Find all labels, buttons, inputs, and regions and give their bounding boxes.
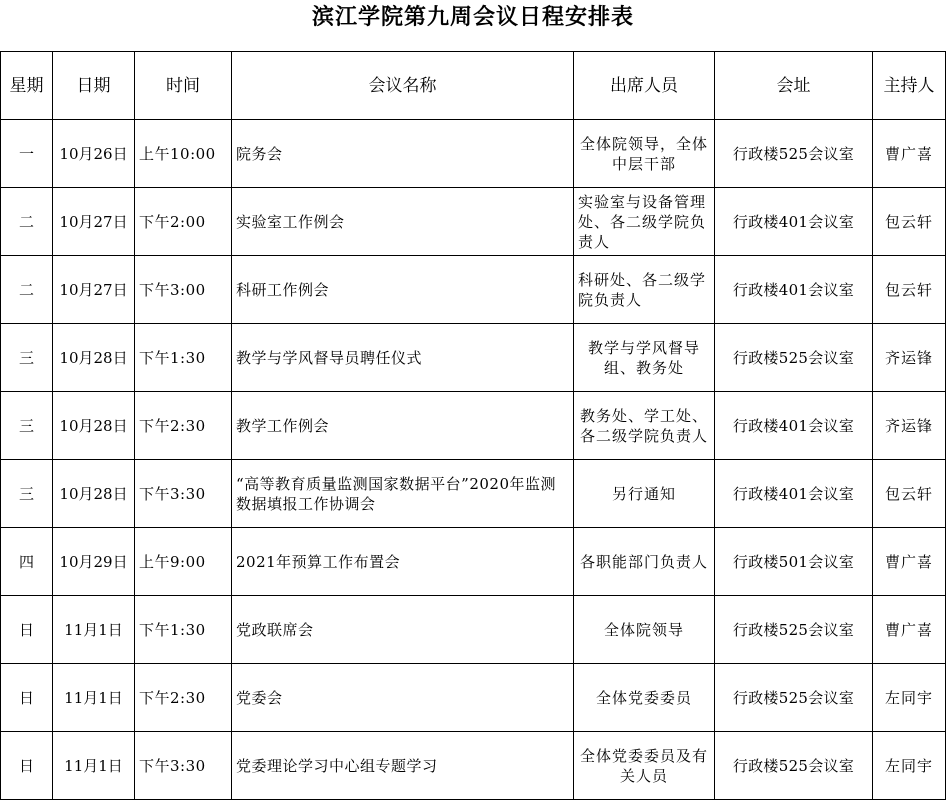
cell-date: 10月29日 [53,528,135,596]
table-row [1,664,946,732]
cell-host: 曹广喜 [873,120,946,188]
cell-host: 包云轩 [873,256,946,324]
cell-venue: 行政楼401会议室 [715,256,873,324]
cell-venue: 行政楼501会议室 [715,528,873,596]
cell-meeting: 2021年预算工作布置会 [232,528,574,596]
cell-weekday: 日 [1,732,53,800]
header-weekday: 星期 [1,52,53,120]
cell-date: 10月26日 [53,120,135,188]
table-row [1,324,946,392]
cell-venue: 行政楼525会议室 [715,324,873,392]
cell-time: 下午3:30 [135,460,232,528]
cell-meeting: 党政联席会 [232,596,574,664]
header-attendees: 出席人员 [574,52,715,120]
cell-host: 包云轩 [873,188,946,256]
cell-meeting: 院务会 [232,120,574,188]
cell-host: 曹广喜 [873,596,946,664]
cell-date: 11月1日 [53,732,135,800]
cell-meeting: 科研工作例会 [232,256,574,324]
cell-meeting: 实验室工作例会 [232,188,574,256]
cell-attendees: 各职能部门负责人 [574,528,715,596]
cell-meeting: 教学工作例会 [232,392,574,460]
cell-venue: 行政楼401会议室 [715,460,873,528]
schedule-table [0,51,946,800]
cell-weekday: 三 [1,460,53,528]
cell-date: 10月27日 [53,256,135,324]
cell-host: 齐运锋 [873,392,946,460]
cell-venue: 行政楼525会议室 [715,664,873,732]
cell-time: 下午2:30 [135,392,232,460]
cell-attendees: 全体院领导，全体中层干部 [574,120,715,188]
cell-time: 上午9:00 [135,528,232,596]
cell-time: 下午3:30 [135,732,232,800]
cell-venue: 行政楼525会议室 [715,120,873,188]
cell-date: 10月27日 [53,188,135,256]
cell-weekday: 二 [1,188,53,256]
header-host: 主持人 [873,52,946,120]
cell-weekday: 日 [1,664,53,732]
cell-weekday: 三 [1,392,53,460]
cell-host: 左同宇 [873,664,946,732]
cell-time: 下午2:00 [135,188,232,256]
header-time: 时间 [135,52,232,120]
cell-attendees: 教学与学风督导组、教务处 [574,324,715,392]
table-row [1,188,946,256]
page-title: 滨江学院第九周会议日程安排表 [311,4,634,30]
cell-attendees: 全体党委委员及有关人员 [574,732,715,800]
table-row [1,256,946,324]
cell-attendees: 教务处、学工处、各二级学院负责人 [574,392,715,460]
table-row [1,732,946,800]
cell-host: 齐运锋 [873,324,946,392]
cell-time: 下午2:30 [135,664,232,732]
cell-attendees: 全体院领导 [574,596,715,664]
cell-weekday: 二 [1,256,53,324]
cell-host: 曹广喜 [873,528,946,596]
cell-date: 10月28日 [53,324,135,392]
cell-venue: 行政楼401会议室 [715,392,873,460]
header-date: 日期 [53,52,135,120]
cell-host: 左同宇 [873,732,946,800]
table-row [1,460,946,528]
cell-time: 上午10:00 [135,120,232,188]
cell-time: 下午3:00 [135,256,232,324]
cell-weekday: 三 [1,324,53,392]
cell-meeting: 党委会 [232,664,574,732]
header-meeting: 会议名称 [232,52,574,120]
table-row [1,596,946,664]
cell-meeting: 党委理论学习中心组专题学习 [232,732,574,800]
cell-venue: 行政楼525会议室 [715,596,873,664]
cell-venue: 行政楼525会议室 [715,732,873,800]
cell-attendees: 科研处、各二级学院负责人 [574,256,715,324]
cell-venue: 行政楼401会议室 [715,188,873,256]
cell-weekday: 日 [1,596,53,664]
cell-meeting: 教学与学风督导员聘任仪式 [232,324,574,392]
table-row [1,120,946,188]
cell-weekday: 四 [1,528,53,596]
cell-attendees: 全体党委委员 [574,664,715,732]
cell-attendees: 另行通知 [574,460,715,528]
cell-date: 11月1日 [53,596,135,664]
header-venue: 会址 [715,52,873,120]
cell-time: 下午1:30 [135,596,232,664]
cell-time: 下午1:30 [135,324,232,392]
cell-meeting: “高等教育质量监测国家数据平台”2020年监测数据填报工作协调会 [232,460,574,528]
header-row [1,52,946,120]
cell-attendees: 实验室与设备管理处、各二级学院负责人 [574,188,715,256]
cell-date: 10月28日 [53,392,135,460]
cell-date: 10月28日 [53,460,135,528]
cell-weekday: 一 [1,120,53,188]
table-row [1,528,946,596]
cell-date: 11月1日 [53,664,135,732]
table-row [1,392,946,460]
cell-host: 包云轩 [873,460,946,528]
